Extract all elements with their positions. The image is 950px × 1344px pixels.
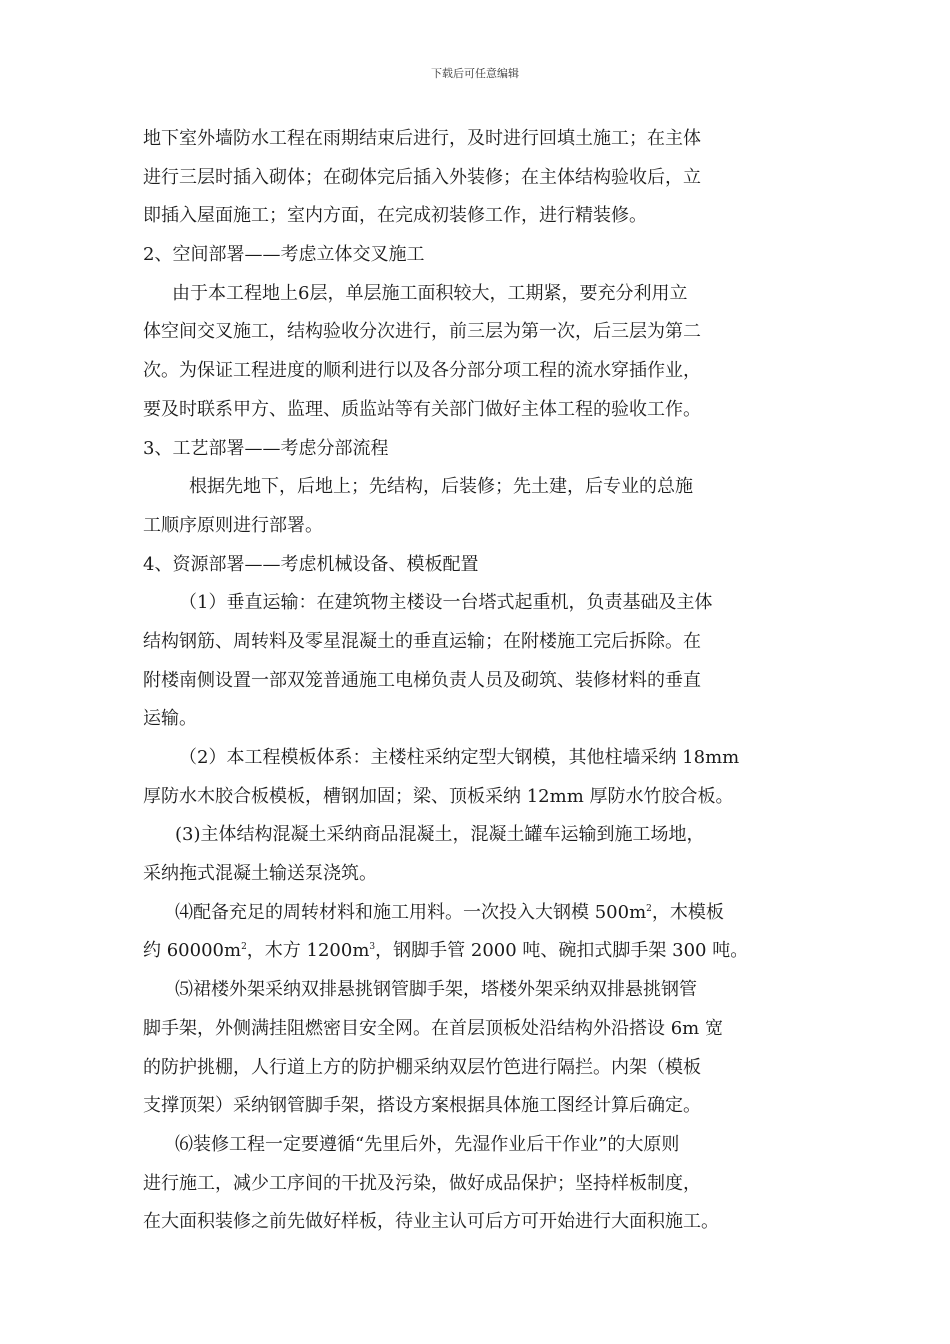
- paragraph-line: 在大面积装修之前先做好样板，待业主认可后方可开始进行大面积施工。: [143, 1211, 719, 1233]
- paragraph-line: 即插入屋面施工；室内方面，在完成初装修工作，进行精装修。: [143, 205, 647, 227]
- superscript: 3: [369, 942, 376, 953]
- paragraph-line: 的防护挑棚，人行道上方的防护棚采纳双层竹笆进行隔拦。内架（模板: [143, 1056, 701, 1078]
- superscript: 2: [241, 942, 247, 953]
- paragraph-line: 次。为保证工程进度的顺利进行以及各分部分项工程的流水穿插作业，: [143, 360, 701, 382]
- paragraph-line: 结构钢筋、周转料及零星混凝土的垂直运输；在附楼施工完后拆除。在: [143, 630, 701, 652]
- paragraph-line: [143, 932, 783, 971]
- paragraph-line: 采纳拖式混凝土输送泵浇筑。: [143, 863, 377, 885]
- section-heading: 3、工艺部署——考虑分部流程: [143, 437, 389, 459]
- superscript: 2: [646, 903, 652, 914]
- paragraph-line: 附楼南侧设置一部双笼普通施工电梯负责人员及砌筑、装修材料的垂直: [143, 669, 701, 691]
- paragraph-line: 由于本工程地上6层，单层施工面积较大，工期紧，要充分利用立: [172, 282, 688, 304]
- page-header: 下载后可任意编辑: [431, 67, 519, 80]
- paragraph-line: (3)主体结构混凝土采纳商品混凝土，混凝土罐车运输到施工场地，: [175, 824, 705, 846]
- paragraph-line: 工顺序原则进行部署。: [143, 514, 323, 536]
- line-text: ，木方 1200m: [246, 940, 370, 962]
- section-heading: 2、空间部署——考虑立体交叉施工: [143, 244, 425, 266]
- paragraph-line: 厚防水木胶合板模板，槽钢加固；梁、顶板采纳 12mm 厚防水竹胶合板。: [143, 785, 734, 807]
- paragraph-line: 进行三层时插入砌体；在砌体完后插入外装修；在主体结构验收后，立: [143, 166, 701, 188]
- line-text: 约 60000m: [143, 940, 242, 962]
- paragraph-line: 运输。: [143, 708, 197, 730]
- paragraph-line: 要及时联系甲方、监理、质监站等有关部门做好主体工程的验收工作。: [143, 398, 701, 420]
- paragraph-line: 地下室外墙防水工程在雨期结束后进行，及时进行回填土施工；在主体: [143, 128, 701, 149]
- paragraph-line: （2）本工程模板体系：主楼柱采纳定型大钢模，其他柱墙采纳 18mm: [179, 747, 740, 768]
- paragraph-line: ⑸裙楼外架采纳双排悬挑钢管脚手架，塔楼外架采纳双排悬挑钢管: [175, 979, 697, 1001]
- section-heading: 4、资源部署——考虑机械设备、模板配置: [143, 553, 479, 575]
- paragraph-line: 脚手架，外侧满挂阻燃密目安全网。在首层顶板处沿结构外沿搭设 6m 宽: [143, 1017, 723, 1039]
- paragraph-line: [143, 894, 783, 933]
- line-text: ，木模板: [651, 901, 724, 923]
- paragraph-line: 支撑顶架）采纳钢管脚手架，搭设方案根据具体施工图经计算后确定。: [143, 1095, 701, 1117]
- paragraph-line: 体空间交叉施工，结构验收分次进行，前三层为第一次，后三层为第二: [143, 321, 701, 343]
- paragraph-line: 根据先地下，后地上；先结构，后装修；先土建，后专业的总施: [189, 476, 693, 498]
- line-text: ⑷配备充足的周转材料和施工用料。一次投入大钢模 500m: [175, 901, 647, 923]
- paragraph-line: ⑹装修工程一定要遵循“先里后外，先湿作业后干作业”的大原则: [175, 1133, 680, 1155]
- document-body: [143, 120, 783, 1242]
- paragraph-line: 进行施工，减少工序间的干扰及污染，做好成品保护；坚持样板制度，: [143, 1172, 701, 1194]
- paragraph-line: （1）垂直运输：在建筑物主楼设一台塔式起重机，负责基础及主体: [179, 592, 713, 614]
- line-text: ，钢脚手管 2000 吨、碗扣式脚手架 300 吨。: [375, 940, 749, 962]
